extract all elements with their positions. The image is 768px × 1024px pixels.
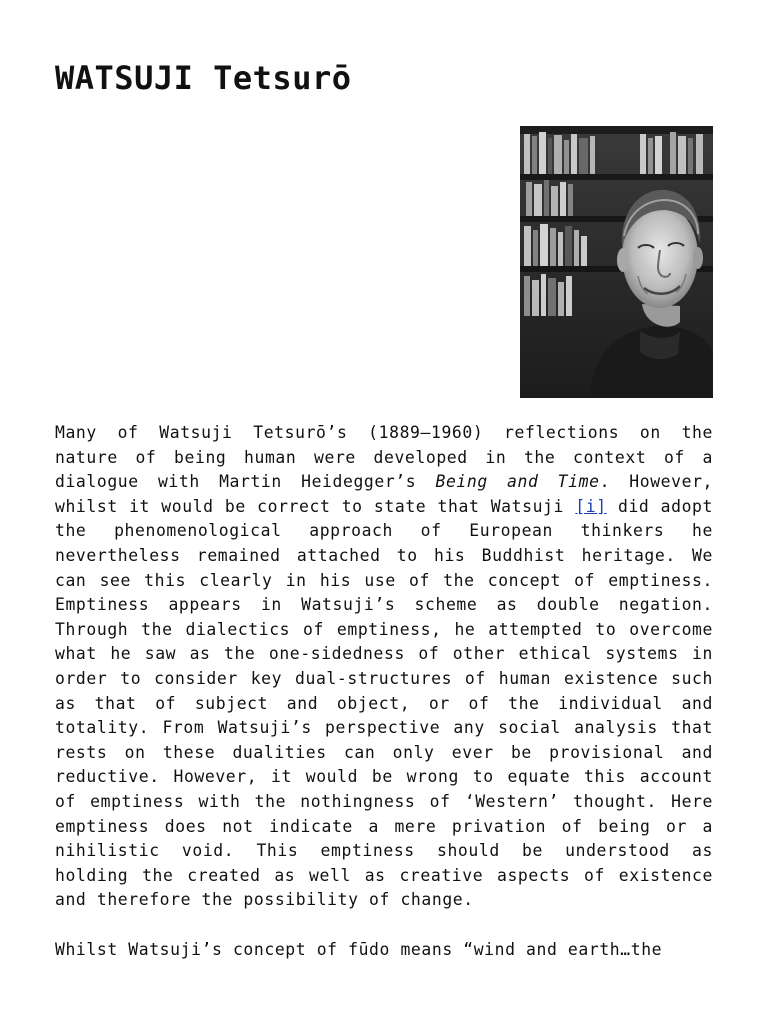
paragraph-1 [55, 421, 713, 913]
paragraph-1-text-c: did adopt the phenomenological approach of European thinkers he nevertheless remained attached to his Buddhist heritage. We can see this clearly in his use of the concept of emptiness. Emptiness appears in Watsuji’s scheme as double negation. Through the dialectics of emptiness, he attempted to overcome what he saw as the one-sidedness of other ethical systems in order to consider key dual-structures of human existence such as that of subject and object, or of the individual and totality. From Watsuji’s perspective any social analysis that rests on these dualities can only ever be provisional and reductive. However, it would be wrong to equate this account of emptiness with the nothingness of ‘Western’ thought. Here emptiness does not indicate a mere privation of being or a nihilistic void. This emptiness should be understood as holding the created as well as creative aspects of existence and therefore the possibility of change. [55, 496, 713, 910]
author-portrait [520, 126, 713, 398]
paragraph-1-text-a: Many of Watsuji Tetsurō’s (1889–1960) reflections on the nature of being human were developed in the context of a dialogue with Martin Heidegger’s [55, 423, 713, 492]
article-body [55, 421, 713, 937]
paragraph-2: Whilst Watsuji’s concept of fūdo means “wind and earth…the [55, 940, 663, 959]
portrait-photo [520, 126, 713, 398]
paragraph-1-text-b: . However, whilst it would be correct to state that Watsuji [55, 472, 713, 516]
page-title: WATSUJI Tetsurō [55, 59, 352, 97]
footnote-link[interactable]: [i] [575, 496, 607, 516]
book-title: Being and Time [435, 472, 600, 492]
